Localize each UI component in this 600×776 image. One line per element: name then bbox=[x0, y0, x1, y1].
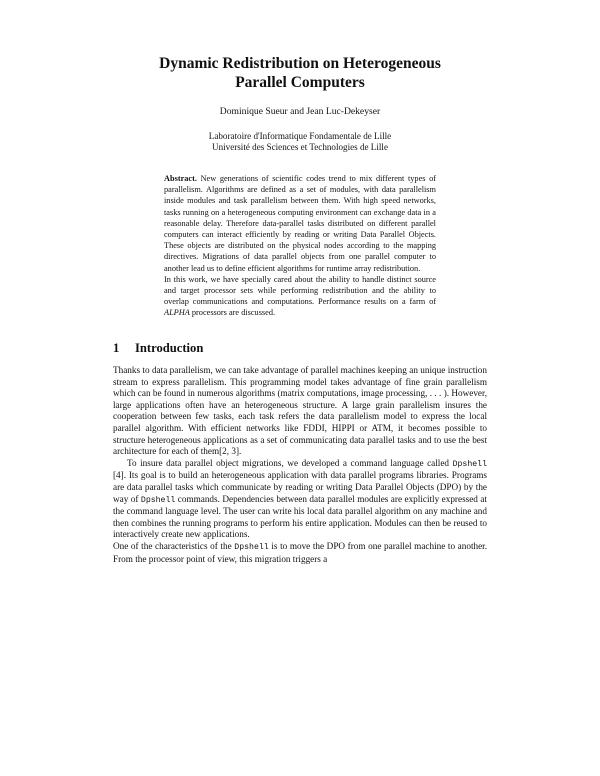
affiliation-line-2: Université des Sciences et Technologies de Lille bbox=[212, 142, 388, 153]
section-heading bbox=[113, 341, 203, 356]
abstract-label: Abstract. bbox=[164, 174, 197, 183]
abstract-text-2b: processors are discussed. bbox=[191, 308, 276, 318]
alpha-term: ALPHA bbox=[164, 308, 190, 318]
affiliation bbox=[0, 131, 600, 153]
abstract-text-1: New generations of scientific codes trend to mix different types of parallelism. Algorithms are defined as a set of modules, with data parallelism inside modules and task parallelism between them. With high speed networks, tasks running on a heterogeneous computing environment can exchange data in a reasonable delay. Therefore data-parallel tasks distributed on different parallel computers can interact efficiently by reading or writing Data Parallel Objects. These objects are distributed on the physical nodes according to the mapping directives. Migrations of data parallel objects from one parallel computer to another lead us to define efficient algorithms for runtime array redistribution. bbox=[164, 174, 436, 273]
body-text-2a: To insure data parallel object migrations, we developed a command language called bbox=[127, 457, 450, 468]
body-paragraph-2 bbox=[113, 458, 487, 541]
abstract-paragraph-2 bbox=[164, 274, 436, 319]
affiliation-line-1: Laboratoire d'Informatique Fondamentale de Lille bbox=[208, 131, 392, 141]
abstract-text-2a: In this work, we have specially cared about the ability to handle distinct source and target processor sets while performing redistribution and the ability to overlap communications and computations. Performance results on a farm of bbox=[164, 274, 436, 307]
abstract bbox=[164, 173, 436, 319]
body-text bbox=[113, 365, 487, 565]
dpshell-term: Dpshell bbox=[452, 459, 488, 469]
dpshell-term: Dpshell bbox=[234, 542, 269, 552]
body-paragraph-1: Thanks to data parallelism, we can take advantage of parallel machines keeping an unique instruction stream to express parallelism. This programming model takes advantage of fine grain parallelism which can be found in numerous algorithms (matrix computations, image processing, . . . ). However, large applications often have an heterogeneous structure. A large grain parallelism insures the cooperation between few tasks, each task refers the data parallelism model to express the local parallel algorithm. With efficient networks like FDDI, HIPPI or ATM, it becomes possible to structure heterogeneous applications as a set of communicating data parallel tasks and to use the best architecture for each of them[2, 3]. bbox=[113, 365, 487, 457]
section-number: 1 bbox=[113, 341, 120, 355]
body-text-3b: is to move the DPO from one parallel machine to another. From the processor point of view, this migration triggers a bbox=[113, 540, 488, 564]
body-paragraph-3 bbox=[113, 541, 487, 565]
title-line-1: Dynamic Redistribution on Heterogeneous bbox=[159, 55, 441, 72]
authors: Dominique Sueur and Jean Luc-Dekeyser bbox=[219, 106, 381, 117]
body-text-2b: [4]. Its goal is to build an heterogeneous application with data parallel programs libraries. Programs are data parallel tasks which communicate by reading or writing Data Parallel Objects (DPO) by the way of bbox=[113, 470, 487, 504]
paper-title bbox=[0, 54, 600, 92]
dpshell-term: Dpshell bbox=[140, 495, 176, 505]
body-text-3a: One of the characteristics of the bbox=[113, 540, 232, 551]
body-text-2c: commands. Dependencies between data parallel modules are explicitly expressed at the command language level. The user can write his local data parallel algorithm on any machine and then combines the running programs to perform his entire application. Modules can then be reused to interactively create new applications. bbox=[113, 493, 487, 540]
title-line-2: Parallel Computers bbox=[235, 74, 365, 91]
section-title: Introduction bbox=[135, 341, 204, 355]
abstract-paragraph-1 bbox=[164, 173, 436, 274]
